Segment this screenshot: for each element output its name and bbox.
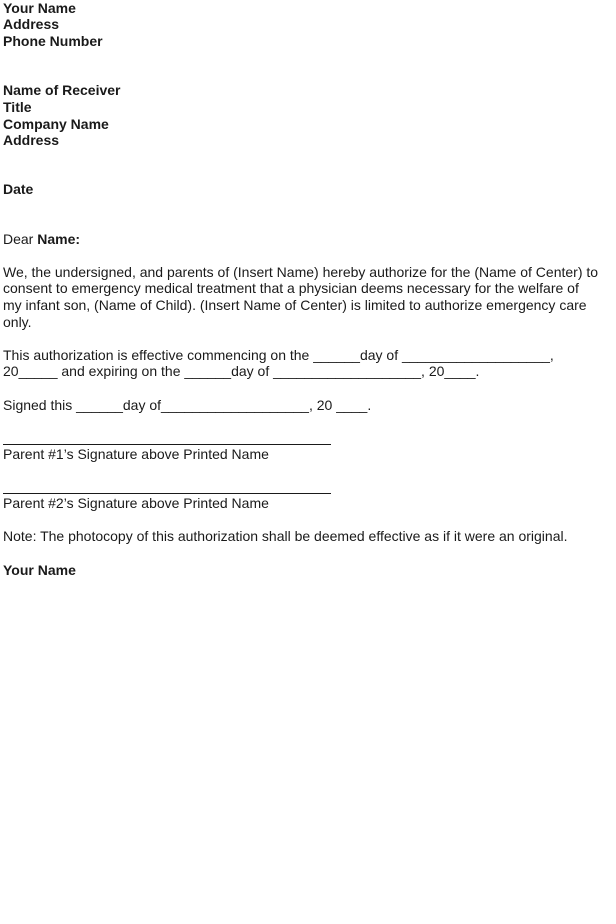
date-line: Date — [3, 181, 34, 197]
salutation-prefix: Dear — [3, 231, 38, 247]
signature-line-1 — [3, 444, 331, 445]
sender-address: Address — [3, 16, 60, 32]
parent1-signature-label: Parent #1’s Signature above Printed Name — [3, 446, 269, 462]
receiver-company: Company Name — [3, 116, 109, 132]
note: Note: The photocopy of this authorization shall be deemed effective as if it were an original. — [3, 528, 568, 544]
receiver-address: Address — [3, 132, 60, 148]
paragraph-line: This authorization is effective commencing on the ______day of ___________________, — [3, 347, 554, 363]
parent2-signature-label: Parent #2’s Signature above Printed Name — [3, 495, 269, 511]
sender-phone: Phone Number — [3, 33, 103, 49]
paragraph-line: We, the undersigned, and parents of (Insert Name) hereby authorize for the (Name of Center) to — [3, 264, 599, 280]
sender-name: Your Name — [3, 0, 76, 16]
receiver-title: Title — [3, 99, 32, 115]
salutation-name: Name: — [37, 231, 81, 247]
receiver-name: Name of Receiver — [3, 82, 121, 98]
salutation — [3, 231, 80, 248]
signature-line-2 — [3, 493, 331, 494]
paragraph-line: 20_____ and expiring on the ______day of ___________________, 20____. — [3, 363, 480, 379]
paragraph-line: only. — [3, 314, 32, 330]
closing-name: Your Name — [3, 562, 76, 578]
signed-line: Signed this ______day of___________________, 20 ____. — [3, 397, 372, 413]
paragraph-line: my infant son, (Name of Child). (Insert Name of Center) is limited to authorize emergency care — [3, 297, 587, 313]
paragraph-line: consent to emergency medical treatment that a physician deems necessary for the welfare of — [3, 280, 579, 296]
